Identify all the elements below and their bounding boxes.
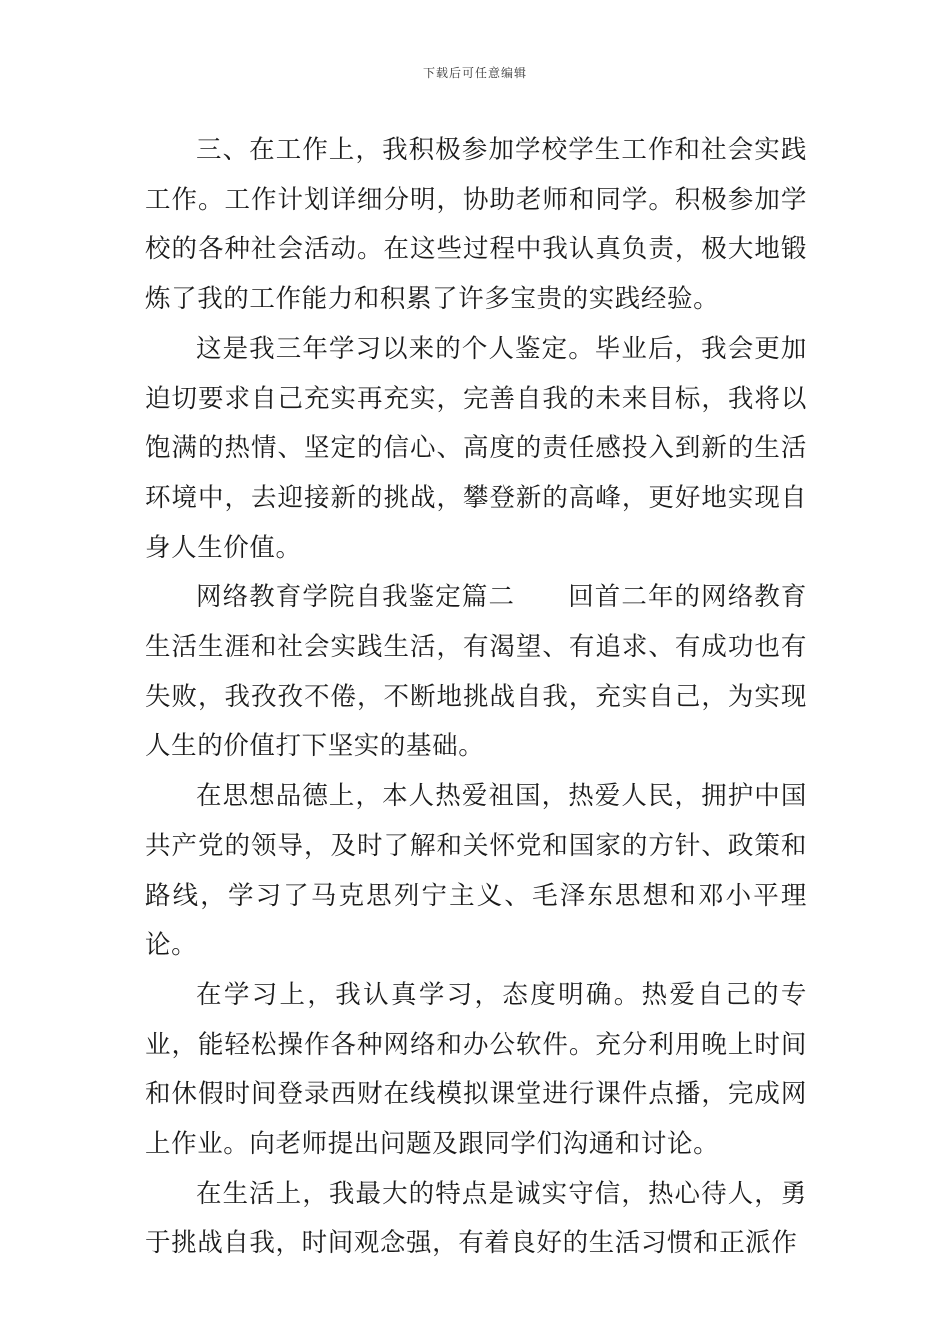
- paragraph-work: 三、在工作上，我积极参加学校学生工作和社会实践工作。工作计划详细分明，协助老师和同学。积极参加学校的各种社会活动。在这些过程中我认真负责，极大地锻炼了我的工作能力和积累了许多宝贵的实践经验。: [145, 135, 807, 315]
- paragraph-ideology: 在思想品德上，本人热爱祖国，热爱人民，拥护中国共产党的领导，及时了解和关怀党和国家的方针、政策和路线，学习了马克思列宁主义、毛泽东思想和邓小平理论。: [145, 781, 807, 961]
- paragraph-section-two-intro: 网络教育学院自我鉴定篇二 回首二年的网络教育生活生涯和社会实践生活，有渴望、有追求、有成功也有失败，我孜孜不倦，不断地挑战自我，充实自己，为实现人生的价值打下坚实的基础。: [145, 582, 807, 762]
- paragraph-summary: 这是我三年学习以来的个人鉴定。毕业后，我会更加迫切要求自己充实再充实，完善自我的未来目标，我将以饱满的热情、坚定的信心、高度的责任感投入到新的生活环境中，去迎接新的挑战，攀登新的高峰，更好地实现自身人生价值。: [145, 333, 807, 563]
- paragraph-life: 在生活上，我最大的特点是诚实守信，热心待人，勇于挑战自我，时间观念强，有着良好的生活习惯和正派作: [145, 1178, 807, 1259]
- page-header-note: 下载后可任意编辑: [422, 66, 527, 80]
- document-body: [145, 126, 807, 1269]
- paragraph-study: 在学习上，我认真学习，态度明确。热爱自己的专业，能轻松操作各种网络和办公软件。充分利用晚上时间和休假时间登录西财在线模拟课堂进行课件点播，完成网上作业。向老师提出问题及跟同学们沟通和讨论。: [145, 979, 807, 1160]
